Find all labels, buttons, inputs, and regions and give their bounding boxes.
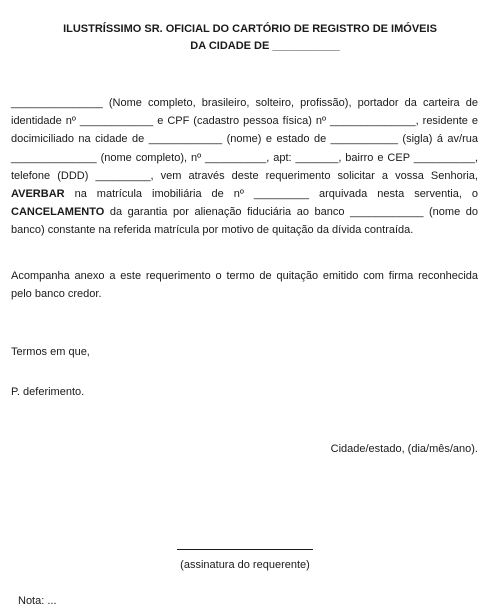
- closing-deferimento: P. deferimento.: [11, 386, 85, 398]
- cancelamento-keyword: CANCELAMENTO: [11, 206, 105, 219]
- city-date-line: Cidade/estado, (dia/mês/ano).: [330, 443, 478, 455]
- averbar-keyword: AVERBAR: [11, 188, 65, 201]
- request-text-part2: na matrícula imobiliária de nº _________ arquivada nesta serventia, o: [74, 188, 478, 201]
- request-text-part1: _______________ (Nome completo, brasileiro, solteiro, profissão), portador da carteira de identidade nº ____________ e CPF (cadastro pessoa física) nº ______________, residente e docimiciliado na cidade de ____________ (nome) e estado de ___________ (sigla) á av/rua ______________ (nome completo), nº __________, apt: _______, bairro e CEP __________, telefone (DDD) _________, vem através deste requerimento solicitar a vossa Senhoria,: [11, 97, 478, 182]
- request-text-part3: da garantia por alienação fiduciária ao banco ____________ (nome do banco) constante na referida matrícula por motivo de quitação da dívida contraída.: [11, 206, 478, 237]
- document-header: [0, 21, 500, 55]
- closing-termos: Termos em que,: [11, 346, 90, 358]
- header-title-line2: DA CIDADE DE ___________: [190, 40, 340, 52]
- attachment-paragraph: Acompanha anexo a este requerimento o termo de quitação emitido com firma reconhecida pelo banco credor.: [11, 270, 478, 301]
- request-paragraph: [11, 94, 478, 240]
- footnote: Nota: ...: [18, 595, 57, 607]
- signature-label: (assinatura do requerente): [180, 559, 310, 571]
- header-title-line1: ILUSTRÍSSIMO SR. OFICIAL DO CARTÓRIO DE REGISTRO DE IMÓVEIS: [63, 23, 437, 35]
- signature-line: [177, 549, 313, 550]
